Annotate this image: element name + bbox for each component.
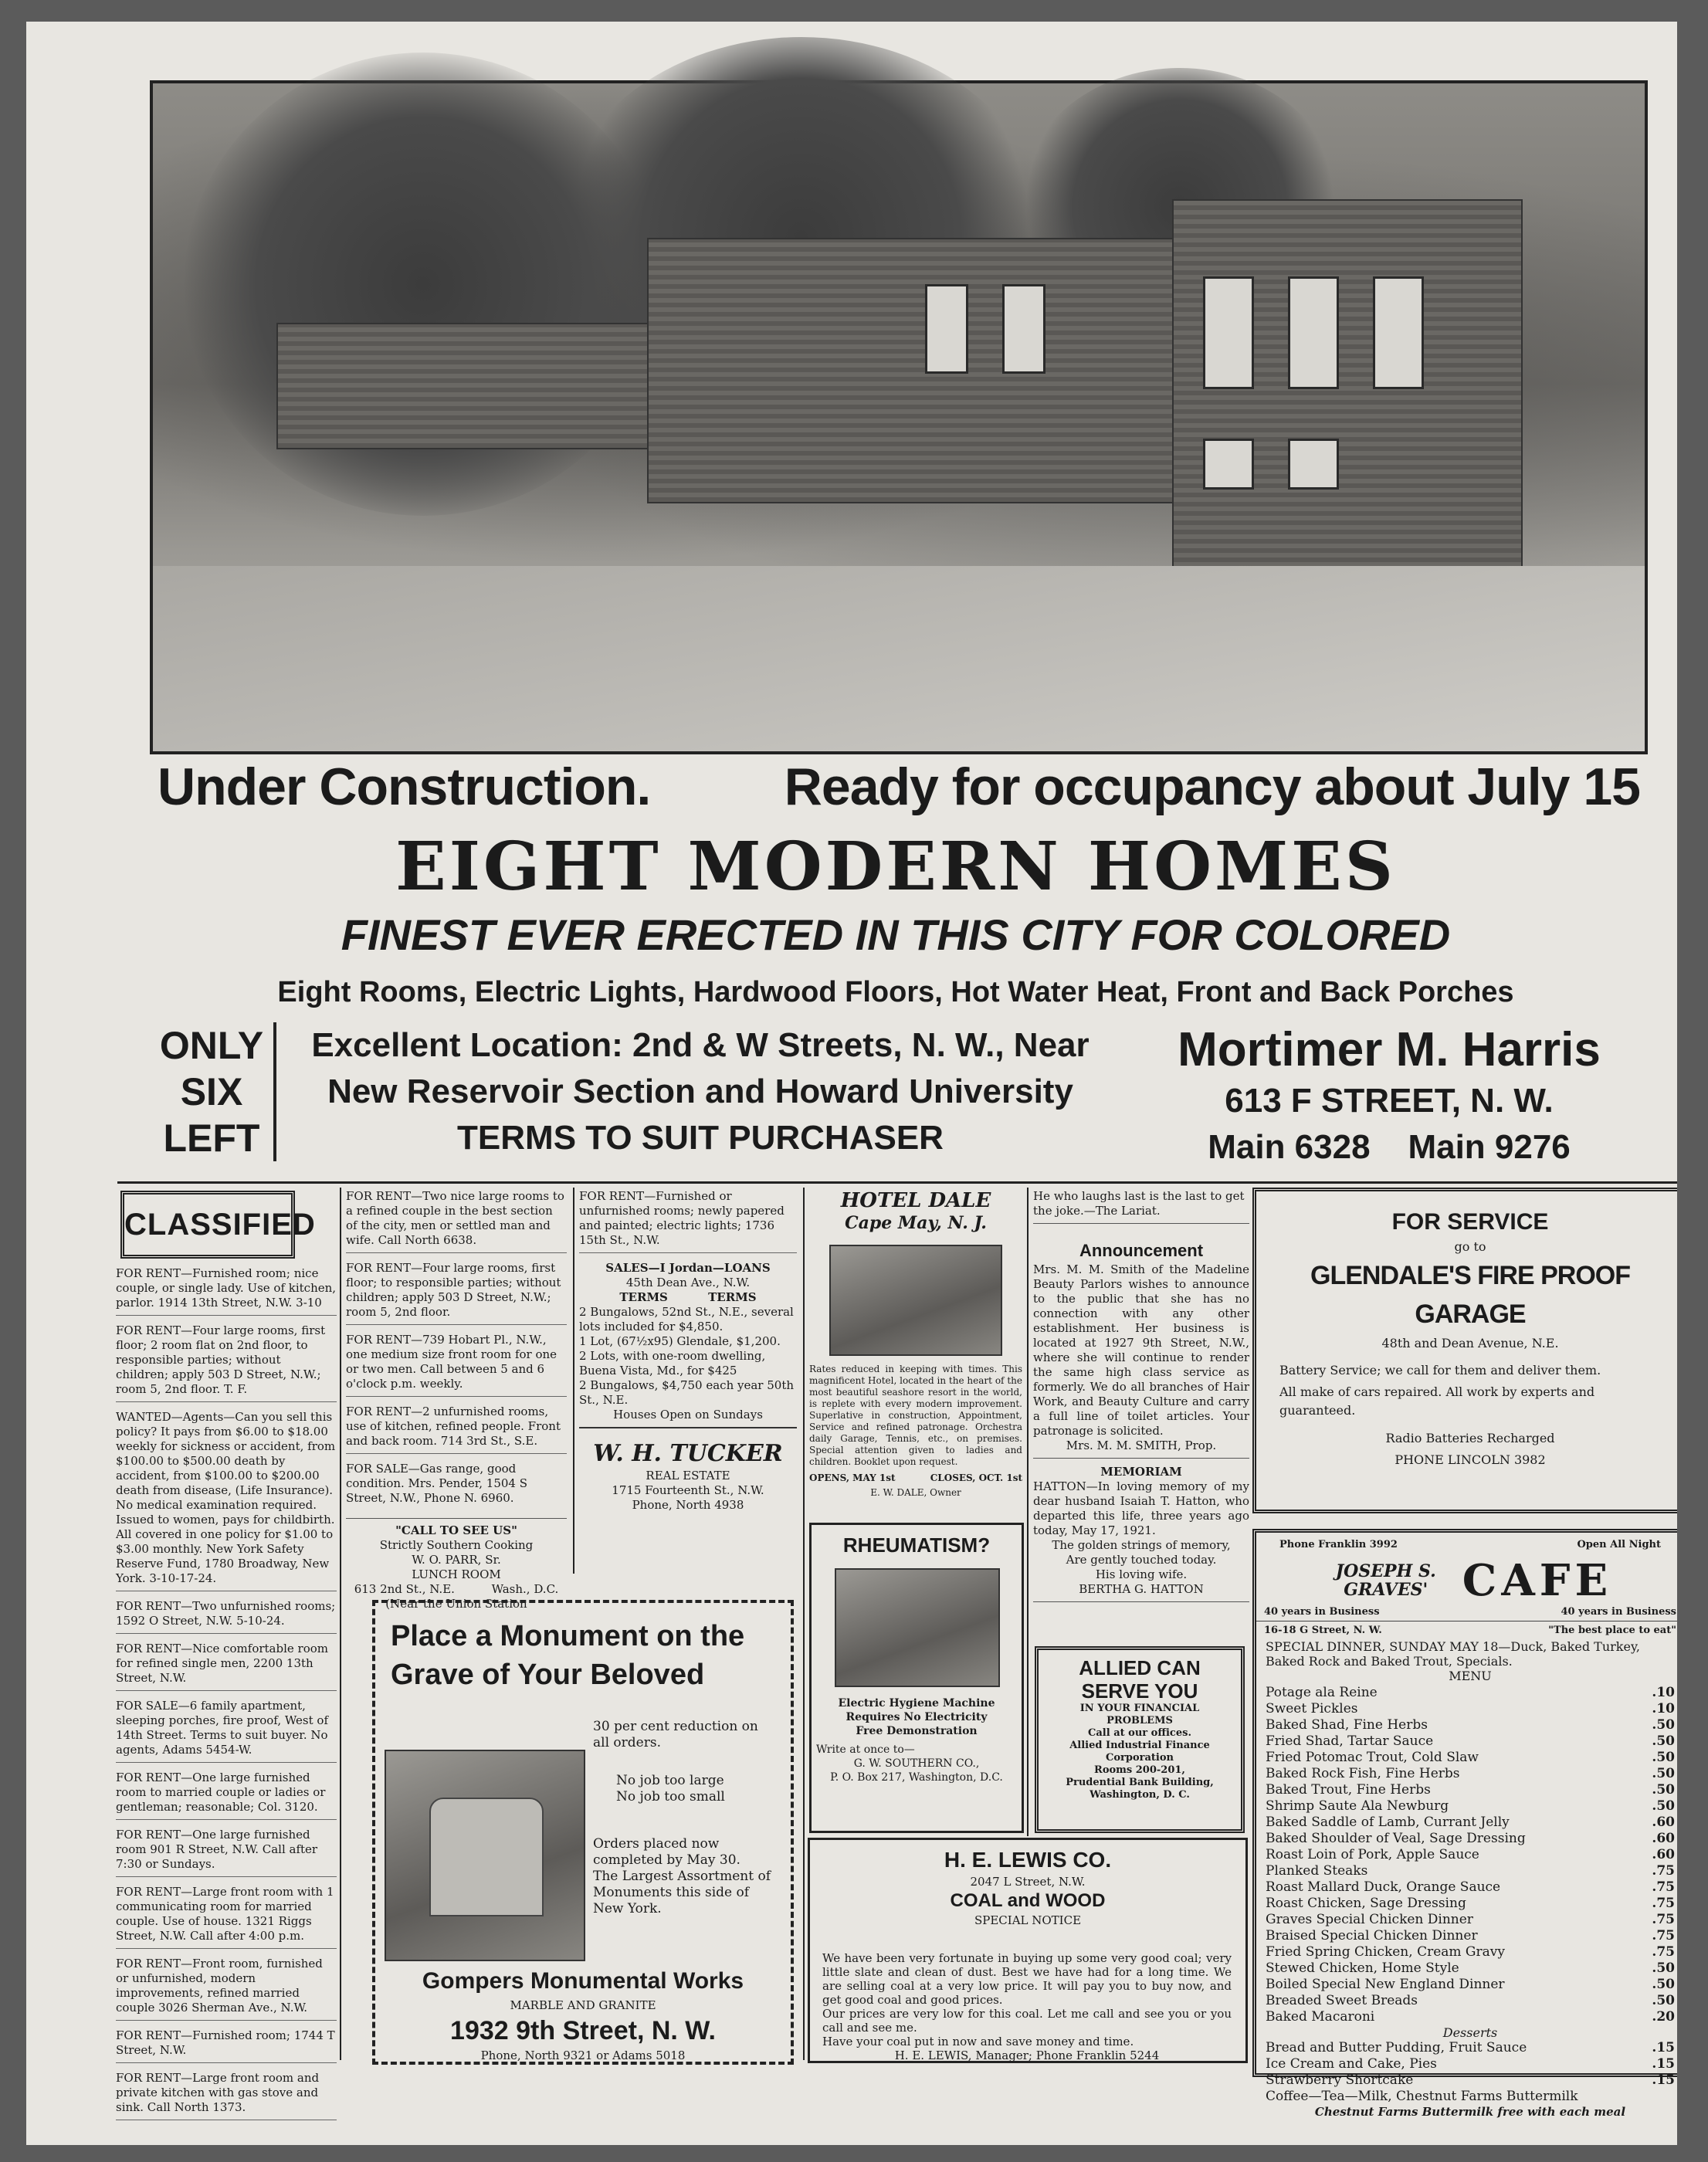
jordan-item: 2 Bungalows, $4,750 each year 50th St., N.E. — [579, 1378, 795, 1407]
classified-ad: FOR RENT—Large front room and private kitchen with gas stove and sink. Call North 1373. — [116, 2071, 337, 2120]
row-houses-left — [276, 323, 666, 449]
cafe-open: Open All Night — [1577, 1539, 1661, 1550]
menu-item-name: Graves Special Chicken Dinner — [1266, 1912, 1473, 1927]
rheumatism-line: P. O. Box 217, Washington, D.C. — [830, 1771, 1003, 1784]
headline-title: EIGHT MODERN HOMES — [395, 828, 1396, 906]
menu-item — [1266, 1701, 1675, 1717]
jordan-item: 1 Lot, (67½x95) Glendale, $1,200. — [579, 1334, 781, 1348]
headline-left: Under Construction. — [158, 757, 651, 816]
monument-line: Orders placed now completed by May 30. — [593, 1836, 740, 1868]
classified-title: CLASSIFIED — [124, 1208, 316, 1242]
tombstone-image — [385, 1750, 585, 1961]
rheumatism-line: Free Demonstration — [856, 1725, 978, 1737]
section-divider — [117, 1181, 1677, 1184]
menu-item-price: .20 — [1652, 2009, 1675, 2025]
notices-column — [1033, 1189, 1249, 1602]
classified-ad: FOR RENT—Large front room with 1 communicating room for married couple. Use of house. 1321 Riggs Street, N.W. Call after 4:00 p.m. — [116, 1885, 337, 1949]
memoriam-title: MEMORIAM — [1100, 1465, 1182, 1479]
menu-item-name: Fried Shad, Tartar Sauce — [1266, 1733, 1434, 1749]
menu-item-price: .50 — [1652, 1798, 1675, 1814]
monument-line: 30 per cent reduction on all orders. — [593, 1719, 758, 1750]
menu-item-name: Boiled Special New England Dinner — [1266, 1977, 1505, 1992]
menu-item-price: .50 — [1652, 1766, 1675, 1781]
allied-title: ALLIED CAN — [1079, 1656, 1201, 1679]
menu-item — [1266, 2056, 1675, 2072]
garage-line: All make of cars repaired. All work by experts and guaranteed. — [1279, 1384, 1595, 1418]
announcement-body: Mrs. M. M. Smith of the Madeline Beauty Parlors wishes to announce to the public that she has no connection with any other establishment. Her business is located at 1927 9th Street, N.W., where she will continue to render the same high class service as formerly. We do all branches of Hair Work, and Beauty Culture and carry a full line of toilet articles. Your patronage is solicited. — [1033, 1262, 1249, 1438]
rheumatism-text — [816, 1696, 1017, 1784]
classified-column-2 — [346, 1189, 567, 1611]
monument-line: No job too small — [616, 1789, 725, 1804]
menu-item-price: .75 — [1652, 1944, 1675, 1960]
lunch-line: LUNCH ROOM — [412, 1567, 501, 1581]
agent-name: Mortimer M. Harris — [1178, 1023, 1601, 1076]
menu-item-name: Stewed Chicken, Home Style — [1266, 1960, 1459, 1976]
tucker-line: 1715 Fourteenth St., N.W. — [612, 1483, 764, 1497]
menu-item — [1266, 2040, 1675, 2056]
only-six-left — [150, 1022, 276, 1161]
menu-item-name: Fried Potomac Trout, Cold Slaw — [1266, 1750, 1479, 1765]
column-rule — [1027, 1188, 1029, 1836]
menu-item-name: Coffee—Tea—Milk, Chestnut Farms Buttermilk — [1266, 2089, 1578, 2104]
menu-item — [1266, 1944, 1675, 1960]
menu-item — [1266, 2072, 1675, 2089]
monument-footer — [375, 1966, 791, 2063]
lunch-line: Strictly Southern Cooking — [379, 1538, 534, 1552]
allied-line: Corporation — [1106, 1752, 1174, 1764]
allied-line: PROBLEMS — [1106, 1715, 1173, 1727]
jordan-terms: TERMS TERMS — [619, 1290, 757, 1304]
joke-text: He who laughs last is the last to get the joke.—The Lariat. — [1033, 1189, 1249, 1224]
memoriam-verse: His loving wife. — [1095, 1567, 1188, 1581]
hygiene-machine-image — [835, 1568, 1000, 1687]
rheumatism-line: G. W. SOUTHERN CO., — [853, 1757, 980, 1770]
menu-item — [1266, 1685, 1675, 1701]
only-line: ONLY — [159, 1024, 264, 1067]
classified-ad: FOR RENT—Two nice large rooms to a refined couple in the best section of the city, men or settled man and wife. Call North 6638. — [346, 1189, 567, 1253]
window — [1288, 439, 1339, 490]
lunch-line: 613 2nd St., N.E. Wash., D.C. — [354, 1582, 559, 1596]
cafe-phone: Phone Franklin 3992 — [1279, 1539, 1398, 1550]
menu-item — [1266, 1815, 1675, 1831]
menu-item-price: .60 — [1652, 1831, 1675, 1846]
monument-line: The Largest Assortment of Monuments this side of New York. — [593, 1869, 771, 1916]
menu-item-name: Baked Trout, Fine Herbs — [1266, 1782, 1431, 1798]
menu-item-price: .75 — [1652, 1879, 1675, 1895]
menu-item-name: Ice Cream and Cake, Pies — [1266, 2056, 1437, 2072]
classified-ad: WANTED—Agents—Can you sell this policy? It pays from $6.00 to $18.00 weekly for sickness or accident, from $100.00 to $500.00 death by accident, from $100.00 to $200.00 death from disease, (Life Insurance). No medical examination required. Issued to women, pays for childbirth. All covered in one policy for $1.00 to $3.00 monthly. New York Safety Reserve Fund, 1780 Broadway, New York. 3-10-17-24. — [116, 1410, 337, 1591]
lunch-room-ad — [346, 1518, 567, 1611]
menu-item-price: .10 — [1652, 1701, 1675, 1716]
menu-item-price: .50 — [1652, 1960, 1675, 1976]
garage-line: Battery Service; we call for them and deliver them. — [1279, 1363, 1601, 1378]
classified-ad: FOR RENT—Furnished room; nice couple, or single lady. Use of kitchen, parlor. 1914 13th Street, N.W. 3-10 — [116, 1266, 337, 1316]
tucker-line: Phone, North 4938 — [632, 1498, 744, 1512]
garage-ad — [1252, 1188, 1677, 1513]
tucker-name: W. H. TUCKER — [593, 1440, 783, 1467]
cafe-top-row — [1256, 1533, 1677, 1550]
menu-item-price: .75 — [1652, 1896, 1675, 1911]
classified-ad: FOR RENT—Nice comfortable room for refined single men, 2200 13th Street, N.W. — [116, 1642, 337, 1691]
menu-item — [1266, 1977, 1675, 1993]
column-rule — [803, 1188, 805, 2060]
menu-item-price: .15 — [1652, 2040, 1675, 2055]
menu-item — [1266, 1912, 1675, 1928]
cafe-title-row — [1256, 1555, 1677, 1606]
menu-item-name: Strawberry Shortcake — [1266, 2072, 1414, 2088]
cafe-years: 40 years in Business — [1264, 1606, 1380, 1618]
hotel-image — [829, 1245, 1002, 1356]
menu-item-name: Braised Special Chicken Dinner — [1266, 1928, 1478, 1943]
allied-line: Washington, D. C. — [1090, 1789, 1190, 1801]
classified-ad: FOR RENT—2 unfurnished rooms, use of kitchen, refined people. Front and back room. 714 3rd St., S.E. — [346, 1405, 567, 1454]
menu-item-name: Planked Steaks — [1266, 1863, 1368, 1879]
classified-column-3 — [579, 1189, 797, 1513]
menu-item-price: .50 — [1652, 1993, 1675, 2008]
menu-item-price: .50 — [1652, 1782, 1675, 1798]
cafe-menu-list — [1256, 1683, 1677, 2025]
window — [925, 284, 968, 374]
jordan-item: 2 Lots, with one-room dwelling, Buena Vista, Md., for $425 — [579, 1349, 766, 1378]
menu-item — [1266, 1733, 1675, 1750]
location-block — [272, 1022, 1129, 1161]
headline-right: Ready for occupancy about July 15 — [784, 757, 1640, 816]
cafe-dessert-list — [1256, 2040, 1677, 2105]
rheumatism-line: Electric Hygiene Machine — [838, 1697, 995, 1710]
lunch-line: (Near the Union Station — [385, 1597, 527, 1611]
memoriam-verse: Are gently touched today. — [1066, 1553, 1217, 1567]
jordan-item: 2 Bungalows, 52nd St., N.E., several lots included for $4,850. — [579, 1305, 794, 1333]
classified-header — [120, 1191, 316, 1259]
lewis-body — [822, 1951, 1232, 2062]
monument-title-line: Place a Monument on the — [391, 1620, 745, 1652]
cafe-special: SPECIAL DINNER, SUNDAY MAY 18—Duck, Baked Turkey, Baked Rock and Baked Trout, Specials. — [1266, 1639, 1640, 1669]
classified-ad: FOR RENT—Two unfurnished rooms; 1592 O Street, N.W. 5-10-24. — [116, 1599, 337, 1634]
menu-item — [1266, 1960, 1675, 1977]
memoriam-body: HATTON—In loving memory of my dear husband Isaiah T. Hatton, who departed this life, three years ago today, May 17, 1921. — [1033, 1479, 1249, 1537]
classified-ad: FOR SALE—6 family apartment, sleeping porches, fire proof, West of 14th Street. Terms to suit buyer. No agents, Adams 5454-W. — [116, 1699, 337, 1763]
menu-item-price: .50 — [1652, 1750, 1675, 1765]
menu-item-name: Breaded Sweet Breads — [1266, 1993, 1418, 2008]
lewis-paragraph: Have your coal put in now and save money and time. — [822, 2035, 1134, 2048]
tucker-line: REAL ESTATE — [646, 1469, 730, 1483]
hotel-closes: CLOSES, OCT. 1st — [930, 1472, 1022, 1483]
allied-line: Allied Industrial Finance — [1069, 1740, 1210, 1751]
memoriam-verse: The golden strings of memory, — [1052, 1538, 1231, 1552]
menu-item-name: Roast Mallard Duck, Orange Sauce — [1266, 1879, 1501, 1895]
classified-ad: FOR RENT—One large furnished room 901 R Street, N.W. Call after 7:30 or Sundays. — [116, 1828, 337, 1877]
classified-ad: FOR RENT—Four large rooms, first floor; to responsible parties; without children; apply 503 D Street, N.W.; room 5, 2nd floor. — [346, 1261, 567, 1325]
allied-line: IN YOUR FINANCIAL — [1079, 1703, 1200, 1714]
rheumatism-line: Requires No Electricity — [846, 1711, 988, 1723]
menu-item-price: .50 — [1652, 1977, 1675, 1992]
menu-item-name: Shrimp Saute Ala Newburg — [1266, 1798, 1449, 1814]
jordan-title: SALES—I Jordan—LOANS — [605, 1261, 771, 1275]
monument-sub: MARBLE AND GRANITE — [510, 1998, 656, 2012]
menu-item-price: .50 — [1652, 1733, 1675, 1749]
headline-features: Eight Rooms, Electric Lights, Hardwood Floors, Hot Water Heat, Front and Back Porches — [277, 976, 1514, 1008]
agent-address: 613 F STREET, N. W. — [1225, 1082, 1554, 1120]
cafe-years: 40 years in Business — [1561, 1606, 1676, 1618]
lewis-paragraph: Our prices are very low for this coal. Let me call and see you or you call and see me. — [822, 2007, 1232, 2035]
location-line: Excellent Location: 2nd & W Streets, N. W., Near — [311, 1026, 1090, 1064]
menu-item-price: .15 — [1652, 2056, 1675, 2072]
cafe-title: CAFE — [1462, 1555, 1613, 1606]
hotel-dates — [809, 1471, 1022, 1486]
memoriam-sign: BERTHA G. HATTON — [1033, 1582, 1249, 1602]
lewis-addr: 2047 L Street, N.W. — [970, 1875, 1086, 1889]
allied-line: Prudential Bank Building, — [1066, 1777, 1214, 1788]
menu-item-price: .15 — [1652, 2072, 1675, 2088]
classified-ad: FOR SALE—Gas range, good condition. Mrs. Pender, 1504 S Street, N.W., Phone N. 6960. — [346, 1462, 528, 1505]
hotel-opens: OPENS, MAY 1st — [809, 1472, 896, 1483]
cafe-slogan: "The best place to eat" — [1548, 1625, 1676, 1636]
cafe-years-row — [1256, 1606, 1677, 1618]
row-houses-middle — [647, 238, 1191, 503]
hotel-place: Cape May, N. J. — [845, 1213, 987, 1233]
monument-firm: Gompers Monumental Works — [422, 1968, 744, 1994]
classified-ad: FOR RENT—Front room, furnished or unfurnished, modern improvements, refined married couple 3026 Sherman Ave., N.W. — [116, 1957, 337, 2021]
garage-goto: go to — [1454, 1239, 1486, 1254]
monument-phone: Phone, North 9321 or Adams 5018 — [480, 2048, 686, 2062]
lewis-sign: H. E. LEWIS, Manager; Phone Franklin 5244 — [894, 2048, 1160, 2062]
monument-title-line: Grave of Your Beloved — [391, 1659, 705, 1691]
lunch-line: W. O. PARR, Sr. — [412, 1553, 501, 1567]
classified-ad: FOR RENT—Furnished or unfurnished rooms; newly papered and painted; electric lights; 1736 15th St., N.W. — [579, 1189, 797, 1253]
monument-addr: 1932 9th Street, N. W. — [450, 2016, 716, 2045]
menu-item-name: Roast Loin of Pork, Apple Sauce — [1266, 1847, 1479, 1862]
cafe-addr-row — [1256, 1621, 1677, 1636]
monument-text — [593, 1719, 778, 1917]
construction-photo — [150, 80, 1648, 754]
monument-title — [391, 1617, 744, 1694]
allied-ad — [1035, 1646, 1245, 1833]
lewis-name: H. E. LEWIS CO. — [944, 1848, 1112, 1872]
agent-block — [1146, 1022, 1632, 1171]
monument-ad — [372, 1600, 794, 2065]
lewis-paragraph: We have been very fortunate in buying up some very good coal; very little slate and clean of dust. Best we have had for a long time. We are selling coal at a very low price. It will pay you to buy now, and get good coal and good prices. — [822, 1951, 1232, 2007]
headline-subtitle: FINEST EVER ERECTED IN THIS CITY FOR COLORED — [341, 910, 1451, 959]
classified-ad: FOR RENT—One large furnished room to married couple or ladies or gentleman; reasonable; Col. 3120. — [116, 1771, 337, 1820]
agent-phones: Main 6328 Main 9276 — [1208, 1128, 1571, 1166]
hotel-owner: E. W. DALE, Owner — [870, 1487, 961, 1498]
jordan-addr: 45th Dean Ave., N.W. — [625, 1276, 751, 1289]
menu-item-name: Baked Macaroni — [1266, 2009, 1375, 2025]
announcement-title: Announcement — [1079, 1241, 1204, 1260]
menu-item — [1266, 1766, 1675, 1782]
menu-item-price: .10 — [1652, 1685, 1675, 1700]
menu-item — [1266, 2089, 1675, 2105]
monument-line: No job too large — [616, 1773, 724, 1788]
menu-item-name: Roast Chicken, Sage Dressing — [1266, 1896, 1466, 1911]
jordan-foot: Houses Open on Sundays — [613, 1408, 763, 1422]
cafe-menu-label: MENU — [1449, 1669, 1492, 1683]
rheumatism-ad — [809, 1523, 1024, 1833]
menu-item-price: .60 — [1652, 1847, 1675, 1862]
menu-item-price: .50 — [1652, 1717, 1675, 1733]
jordan-ad — [579, 1261, 797, 1428]
lewis-notice: SPECIAL NOTICE — [974, 1913, 1082, 1927]
newspaper-page — [26, 22, 1677, 2145]
menu-item-price: .75 — [1652, 1863, 1675, 1879]
classified-ad: FOR RENT—Four large rooms, first floor; 2 room flat on 2nd floor, to responsible parties; without children; apply 503 D Street, N.W.; room 5, 2nd floor. T. F. — [116, 1323, 337, 1402]
window — [1288, 276, 1339, 389]
menu-item — [1266, 1863, 1675, 1879]
headline-row — [158, 757, 1640, 817]
only-line: SIX — [180, 1070, 243, 1113]
column-rule — [340, 1188, 341, 2060]
menu-item-price: .60 — [1652, 1815, 1675, 1830]
cafe-owner: JOSEPH S. GRAVES' — [1335, 1561, 1436, 1600]
tucker-ad — [579, 1428, 797, 1513]
column-rule — [573, 1188, 574, 1574]
menu-item — [1266, 1782, 1675, 1798]
allied-line: Rooms 200-201, — [1094, 1764, 1185, 1776]
announcement-sign: Mrs. M. M. SMITH, Prop. — [1033, 1439, 1249, 1459]
garage-addr: 48th and Dean Avenue, N.E. — [1381, 1336, 1559, 1350]
garage-line: Radio Batteries Recharged — [1385, 1431, 1555, 1445]
location-line: TERMS TO SUIT PURCHASER — [457, 1119, 944, 1157]
menu-item-name: Baked Shoulder of Veal, Sage Dressing — [1266, 1831, 1526, 1846]
menu-item-name: Sweet Pickles — [1266, 1701, 1358, 1716]
menu-item — [1266, 1928, 1675, 1944]
window — [1203, 276, 1254, 389]
allied-title: SERVE YOU — [1081, 1679, 1198, 1703]
menu-item-name: Potage ala Reine — [1266, 1685, 1378, 1700]
hotel-body: Rates reduced in keeping with times. This magnificent Hotel, located in the heart of the most beautiful seashore resort in the world, is replete with every modern improvement. Superlative in construction, Appointment, Service and refined patronage. Orchestra daily Garage, Tennis, etc., on premises. Special attention given to ladies and children. Booklet upon request. — [809, 1364, 1022, 1467]
lunch-title: "CALL TO SEE US" — [395, 1523, 517, 1537]
classified-ad: FOR RENT—739 Hobart Pl., N.W., one medium size front room for one or two men. Call between 5 and 6 o'clock p.m. weekly. — [346, 1333, 567, 1397]
cafe-foot: Chestnut Farms Buttermilk free with each meal — [1314, 2105, 1626, 2119]
hotel-dale-ad — [809, 1189, 1022, 1500]
only-line: LEFT — [163, 1117, 260, 1160]
street — [153, 566, 1645, 751]
menu-item-name: Baked Shad, Fine Herbs — [1266, 1717, 1428, 1733]
classified-ad: FOR RENT—Furnished room; 1744 T Street, N.W. — [116, 2028, 337, 2063]
menu-item — [1266, 1896, 1675, 1912]
lewis-head: COAL and WOOD — [950, 1890, 1106, 1911]
menu-item — [1266, 1717, 1675, 1733]
menu-item — [1266, 1993, 1675, 2009]
tombstone-shape — [429, 1798, 544, 1916]
garage-for: FOR SERVICE — [1391, 1209, 1549, 1235]
hotel-name: HOTEL DALE — [840, 1189, 991, 1212]
window — [1203, 439, 1254, 490]
menu-item-name: Bread and Butter Pudding, Fruit Sauce — [1266, 2040, 1527, 2055]
cafe-addr: 16-18 G Street, N. W. — [1264, 1625, 1382, 1636]
menu-item — [1266, 1750, 1675, 1766]
lewis-coal-ad — [808, 1838, 1248, 2063]
cafe-desserts-label: Desserts — [1442, 2025, 1498, 2040]
menu-item-name: Baked Rock Fish, Fine Herbs — [1266, 1766, 1460, 1781]
rheumatism-title: RHEUMATISM? — [842, 1533, 991, 1557]
classified-column-1 — [116, 1266, 337, 2128]
garage-name: GLENDALE'S FIRE PROOF GARAGE — [1310, 1261, 1630, 1329]
rheumatism-line: Write at once to— — [816, 1743, 915, 1756]
allied-line: Call at our offices. — [1088, 1727, 1191, 1739]
window — [1373, 276, 1424, 389]
menu-item-price: .75 — [1652, 1912, 1675, 1927]
window — [1002, 284, 1045, 374]
menu-item — [1266, 2009, 1675, 2025]
menu-item — [1266, 1798, 1675, 1815]
location-line: New Reservoir Section and Howard University — [327, 1073, 1073, 1110]
menu-item — [1266, 1831, 1675, 1847]
menu-item-name: Baked Saddle of Lamb, Currant Jelly — [1266, 1815, 1510, 1830]
menu-item-name: Fried Spring Chicken, Cream Gravy — [1266, 1944, 1505, 1960]
garage-phone: PHONE LINCOLN 3982 — [1395, 1452, 1546, 1467]
menu-item-price: .75 — [1652, 1928, 1675, 1943]
menu-item — [1266, 1847, 1675, 1863]
cafe-ad — [1252, 1529, 1677, 2119]
menu-item — [1266, 1879, 1675, 1896]
